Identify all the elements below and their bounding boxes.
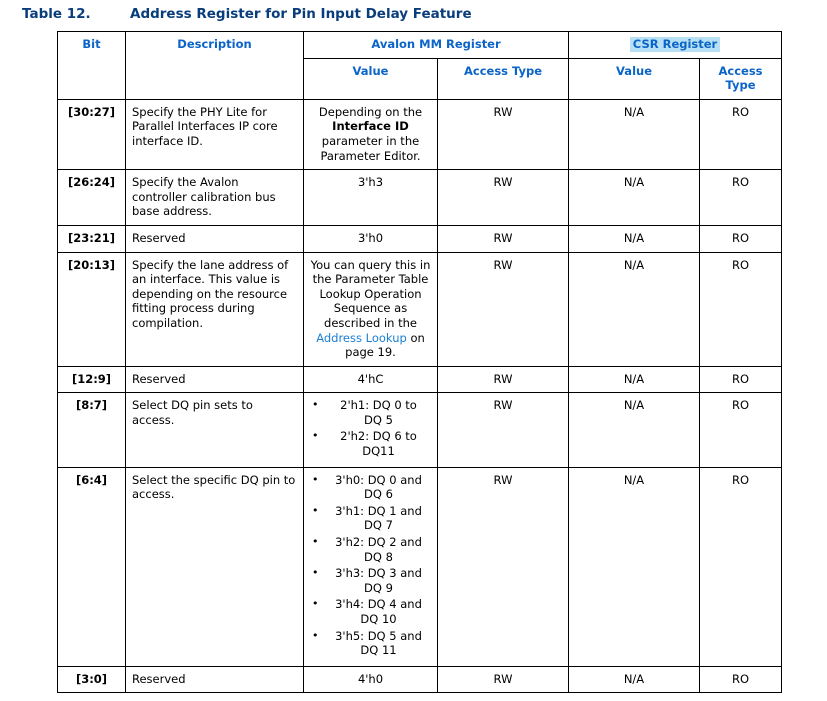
header-bit: Bit xyxy=(58,32,126,100)
bullet-icon: • xyxy=(312,597,319,611)
cell-csr-value: N/A xyxy=(569,170,700,226)
cell-csr-value: N/A xyxy=(569,225,700,252)
cell-avalon-access: RW xyxy=(438,393,569,467)
table-row xyxy=(58,393,782,467)
cell-bit: [3:0] xyxy=(58,666,126,693)
cell-csr-value: N/A xyxy=(569,252,700,366)
list-item xyxy=(310,504,431,533)
cell-bit: [20:13] xyxy=(58,252,126,366)
address-register-table xyxy=(57,31,782,693)
bullet-icon: • xyxy=(312,628,319,642)
cell-avalon-value: 4'h0 xyxy=(304,666,438,693)
header-avalon-value: Value xyxy=(304,58,438,99)
value-text-bold: Interface ID xyxy=(332,119,409,134)
list-item xyxy=(310,566,431,595)
value-bullet-list xyxy=(310,473,431,658)
cell-description: Specify the Avalon controller calibration bus base address. xyxy=(126,170,304,226)
cell-csr-access: RO xyxy=(700,99,782,169)
value-text-post: on page 19. xyxy=(345,330,425,360)
cell-csr-value: N/A xyxy=(569,666,700,693)
table-row xyxy=(58,252,782,366)
cell-csr-access: RO xyxy=(700,225,782,252)
cell-bit: [6:4] xyxy=(58,467,126,666)
cell-description: Specify the lane address of an interface. This value is depending on the resource fitting process during compilation. xyxy=(126,252,304,366)
table-row xyxy=(58,366,782,393)
cell-bit: [26:24] xyxy=(58,170,126,226)
cell-csr-value: N/A xyxy=(569,366,700,393)
cell-csr-access: RO xyxy=(700,666,782,693)
list-item-label: 3'h1: DQ 1 and DQ 7 xyxy=(335,503,422,533)
cell-avalon-access: RW xyxy=(438,252,569,366)
cell-csr-access: RO xyxy=(700,467,782,666)
cell-avalon-value: 3'h3 xyxy=(304,170,438,226)
list-item-label: 3'h2: DQ 2 and DQ 8 xyxy=(335,535,422,564)
cell-avalon-access: RW xyxy=(438,666,569,693)
table-caption-title: Address Register for Pin Input Delay Feature xyxy=(130,6,472,22)
table-row xyxy=(58,666,782,693)
list-item xyxy=(310,473,431,502)
table-row xyxy=(58,467,782,666)
cell-avalon-access: RW xyxy=(438,170,569,226)
list-item-label: 2'h2: DQ 6 to DQ11 xyxy=(340,429,417,459)
header-avalon-mm-register: Avalon MM Register xyxy=(304,32,569,59)
table-caption-label: Table 12. xyxy=(22,6,91,22)
bullet-icon: • xyxy=(312,566,319,580)
table-caption xyxy=(22,6,472,22)
cell-description: Reserved xyxy=(126,225,304,252)
cell-description: Reserved xyxy=(126,666,304,693)
header-csr-register-text: CSR Register xyxy=(630,37,720,52)
bullet-icon: • xyxy=(312,429,319,443)
list-item xyxy=(310,398,431,427)
list-item xyxy=(310,535,431,564)
cell-description: Select DQ pin sets to access. xyxy=(126,393,304,467)
list-item xyxy=(310,597,431,626)
value-bullet-list xyxy=(310,398,431,458)
address-lookup-link[interactable]: Address Lookup xyxy=(316,330,407,345)
header-csr-value: Value xyxy=(569,58,700,99)
header-avalon-access-type: Access Type xyxy=(438,58,569,99)
cell-csr-access: RO xyxy=(700,393,782,467)
header-csr-register xyxy=(569,32,782,59)
cell-avalon-value: 3'h0 xyxy=(304,225,438,252)
cell-avalon-access: RW xyxy=(438,366,569,393)
cell-description: Specify the PHY Lite for Parallel Interfaces IP core interface ID. xyxy=(126,99,304,169)
list-item-label: 3'h3: DQ 3 and DQ 9 xyxy=(335,566,422,595)
list-item xyxy=(310,629,431,658)
list-item xyxy=(310,429,431,458)
value-text-pre: You can query this in the Parameter Table Lookup Operation Sequence as described in the xyxy=(310,257,431,330)
table-row xyxy=(58,170,782,226)
cell-csr-access: RO xyxy=(700,252,782,366)
cell-bit: [12:9] xyxy=(58,366,126,393)
cell-description: Select the specific DQ pin to access. xyxy=(126,467,304,666)
cell-avalon-value xyxy=(304,393,438,467)
list-item-label: 3'h5: DQ 5 and DQ 11 xyxy=(335,628,422,658)
cell-csr-access: RO xyxy=(700,366,782,393)
cell-bit: [8:7] xyxy=(58,393,126,467)
bullet-icon: • xyxy=(312,503,319,517)
cell-csr-access: RO xyxy=(700,170,782,226)
cell-avalon-access: RW xyxy=(438,467,569,666)
header-description: Description xyxy=(126,32,304,100)
cell-avalon-value xyxy=(304,99,438,169)
bullet-icon: • xyxy=(312,535,319,549)
cell-csr-value: N/A xyxy=(569,393,700,467)
table-header-row-groups xyxy=(58,32,782,59)
bullet-icon: • xyxy=(312,472,319,486)
bullet-icon: • xyxy=(312,398,319,412)
list-item-label: 3'h0: DQ 0 and DQ 6 xyxy=(335,472,422,502)
cell-csr-value: N/A xyxy=(569,467,700,666)
cell-bit: [23:21] xyxy=(58,225,126,252)
list-item-label: 3'h4: DQ 4 and DQ 10 xyxy=(335,597,422,626)
cell-avalon-access: RW xyxy=(438,99,569,169)
list-item-label: 2'h1: DQ 0 to DQ 5 xyxy=(340,398,417,427)
table-row xyxy=(58,225,782,252)
cell-avalon-value xyxy=(304,252,438,366)
cell-avalon-value xyxy=(304,467,438,666)
table-row xyxy=(58,99,782,169)
value-text-pre: Depending on the xyxy=(318,104,423,119)
value-text-post: parameter in the Parameter Editor. xyxy=(320,133,421,163)
cell-description: Reserved xyxy=(126,366,304,393)
cell-avalon-value: 4'hC xyxy=(304,366,438,393)
cell-bit: [30:27] xyxy=(58,99,126,169)
cell-avalon-access: RW xyxy=(438,225,569,252)
cell-csr-value: N/A xyxy=(569,99,700,169)
header-csr-access-type: Access Type xyxy=(700,58,782,99)
